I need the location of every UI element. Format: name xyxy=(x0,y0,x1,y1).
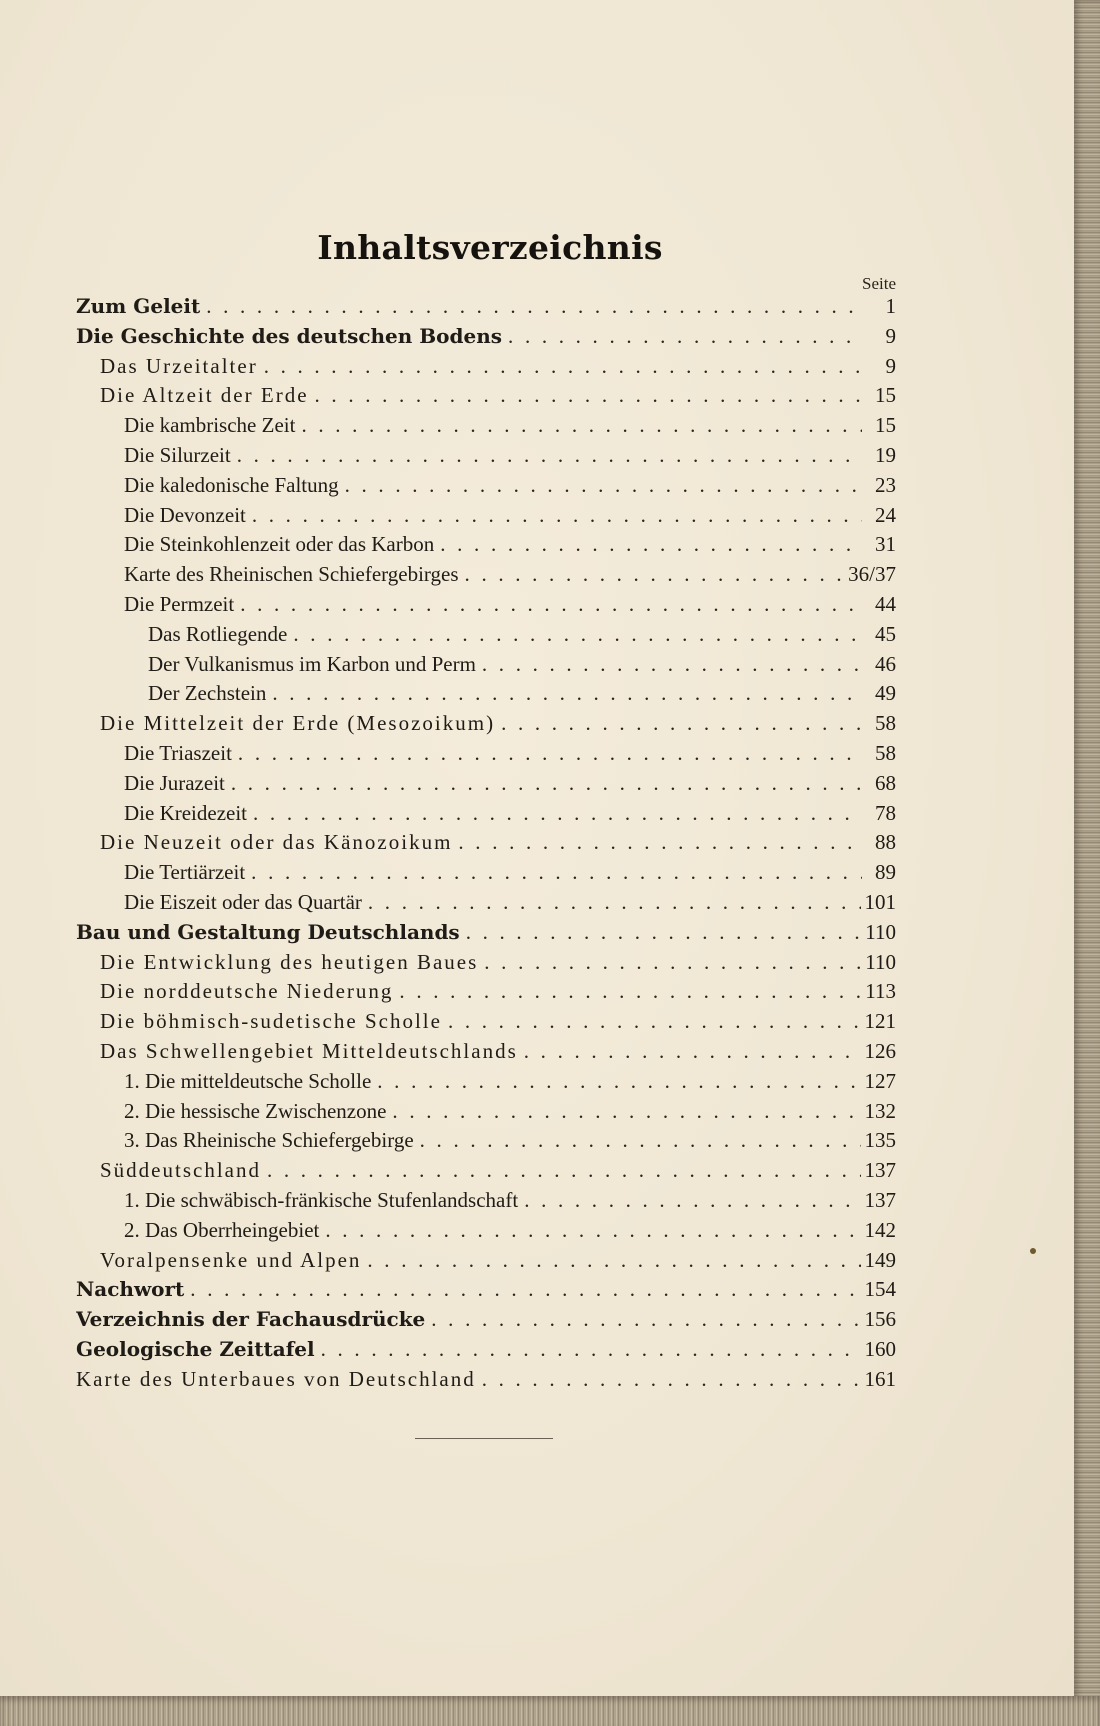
dot-leader xyxy=(237,441,862,471)
toc-entry-label: Karte des Rheinischen Schiefergebirges xyxy=(124,562,459,587)
toc-entry-label: Voralpensenke und Alpen xyxy=(100,1247,362,1272)
toc-entry-page: 127 xyxy=(864,1068,896,1093)
toc-entry-label: Geologische Zeittafel xyxy=(76,1336,315,1361)
toc-entry xyxy=(76,1275,896,1305)
paper-speck xyxy=(1030,1248,1036,1254)
toc-entry xyxy=(76,1067,896,1097)
toc-entry-label: Karte des Unterbaues von Deutschland xyxy=(76,1366,476,1391)
toc-entry-label: Die Neuzeit oder das Känozoikum xyxy=(100,830,453,855)
dot-leader xyxy=(482,650,862,680)
toc-entry xyxy=(76,1246,896,1276)
toc-entry xyxy=(76,739,896,769)
toc-entry xyxy=(76,1365,896,1395)
dot-leader xyxy=(399,977,861,1007)
toc-entry-page: 58 xyxy=(875,711,896,736)
toc-entry xyxy=(76,1186,896,1216)
toc-entry-label: Zum Geleit xyxy=(76,294,201,318)
toc-entry-label: Bau und Gestaltung Deutschlands xyxy=(76,919,460,944)
dot-leader xyxy=(368,888,861,918)
toc-entry-page: 137 xyxy=(864,1158,896,1183)
dot-leader xyxy=(240,590,862,620)
toc-entry-page: 89 xyxy=(875,860,896,885)
dot-leader xyxy=(466,918,862,948)
toc-entry xyxy=(76,381,896,411)
toc-entry-page: 15 xyxy=(875,413,896,438)
toc-entry xyxy=(76,1335,896,1365)
page-title: Inhaltsverzeichnis xyxy=(317,228,663,267)
page-column-header: Seite xyxy=(862,274,896,293)
toc-entry-label: Die Silurzeit xyxy=(124,442,231,467)
toc-entry-page: 110 xyxy=(865,949,896,974)
toc-entry-label: Die kaledonische Faltung xyxy=(124,472,339,497)
toc-entry xyxy=(76,1097,896,1127)
toc-entry-label: Die Tertiärzeit xyxy=(124,860,246,885)
dot-leader xyxy=(231,769,862,799)
toc-entry-label: Die Geschichte des deutschen Bodens xyxy=(76,323,503,348)
dot-leader xyxy=(448,1007,861,1037)
toc-entry xyxy=(76,1305,896,1335)
toc-entry-label: 1. Die schwäbisch-fränkische Stufenlandschaft xyxy=(124,1187,519,1212)
toc-entry xyxy=(76,679,896,709)
toc-entry-label: Der Zechstein xyxy=(148,681,267,706)
toc-entry-page: 149 xyxy=(864,1247,896,1272)
toc-entry xyxy=(76,977,896,1007)
dot-leader xyxy=(190,1275,860,1305)
dot-leader xyxy=(440,530,862,560)
toc-entry xyxy=(76,471,896,501)
toc-entry-page: 137 xyxy=(864,1187,896,1212)
book-bottom-edge xyxy=(0,1696,1100,1726)
dot-leader xyxy=(484,948,861,978)
toc-entry xyxy=(76,1126,896,1156)
toc-entry-label: Die Entwicklung des heutigen Baues xyxy=(100,949,479,974)
toc-entry-page: 19 xyxy=(875,442,896,467)
dot-leader xyxy=(458,828,862,858)
toc-entry-label: Die Kreidezeit xyxy=(124,800,248,825)
toc-entry xyxy=(76,322,896,352)
toc-entry xyxy=(76,918,896,948)
toc-entry-label: Die Altzeit der Erde xyxy=(100,383,309,408)
dot-leader xyxy=(501,709,862,739)
toc-entry xyxy=(76,292,896,322)
toc-entry-label: Die norddeutsche Niederung xyxy=(100,979,394,1004)
toc-entry-label: Das Rotliegende xyxy=(148,621,288,646)
toc-entry xyxy=(76,1156,896,1186)
toc-entry-page: 78 xyxy=(875,800,896,825)
toc-entry xyxy=(76,1037,896,1067)
toc-entry-label: Das Urzeitalter xyxy=(100,353,258,378)
toc-entry xyxy=(76,501,896,531)
dot-leader xyxy=(524,1037,861,1067)
toc-entry-label: Die Steinkohlenzeit oder das Karbon xyxy=(124,532,435,557)
toc-entry-label: Der Vulkanismus im Karbon und Perm xyxy=(148,651,476,676)
toc-entry-page: 132 xyxy=(864,1098,896,1123)
toc-entry-page: 44 xyxy=(875,591,896,616)
toc-entry-label: 2. Das Oberrheingebiet xyxy=(124,1217,320,1242)
dot-leader xyxy=(392,1097,860,1127)
toc-entry-label: Verzeichnis der Fachausdrücke xyxy=(76,1307,426,1332)
toc-entry-page: 24 xyxy=(875,502,896,527)
dot-leader xyxy=(482,1365,861,1395)
dot-leader xyxy=(367,1246,860,1276)
toc-entry xyxy=(76,590,896,620)
toc-entry xyxy=(76,620,896,650)
toc-entry xyxy=(76,352,896,382)
toc-entry-label: Die Eiszeit oder das Quartär xyxy=(124,889,362,914)
toc-entry-label: Die Permzeit xyxy=(124,591,235,616)
toc-entry xyxy=(76,411,896,441)
toc-entry-page: 68 xyxy=(875,770,896,795)
toc-entry-page: 23 xyxy=(875,472,896,497)
toc-entry-label: Die Jurazeit xyxy=(124,770,225,795)
toc-entry-page: 58 xyxy=(875,740,896,765)
dot-leader xyxy=(238,739,862,769)
dot-leader xyxy=(325,1216,860,1246)
toc-entry-page: 160 xyxy=(864,1336,896,1361)
book-binding-edge xyxy=(1074,0,1100,1726)
closing-rule xyxy=(415,1438,553,1439)
toc-entry-label: Süddeutschland xyxy=(100,1158,261,1183)
toc-entry xyxy=(76,441,896,471)
dot-leader xyxy=(252,501,862,531)
toc-entry-page: 161 xyxy=(864,1366,896,1391)
dot-leader xyxy=(465,560,845,590)
toc-entry-page: 135 xyxy=(864,1128,896,1153)
dot-leader xyxy=(377,1067,860,1097)
toc-entry xyxy=(76,799,896,829)
dot-leader xyxy=(524,1186,860,1216)
toc-entry-label: Die böhmisch-sudetische Scholle xyxy=(100,1009,442,1034)
toc-entry-label: Die Devonzeit xyxy=(124,502,246,527)
toc-entry-label: 1. Die mitteldeutsche Scholle xyxy=(124,1068,372,1093)
toc-entry xyxy=(76,1216,896,1246)
dot-leader xyxy=(321,1335,861,1365)
toc-entry xyxy=(76,888,896,918)
toc-entry-page: 45 xyxy=(875,621,896,646)
toc-entry-page: 142 xyxy=(864,1217,896,1242)
toc-entry-label: Das Schwellengebiet Mitteldeutschlands xyxy=(100,1038,518,1063)
dot-leader xyxy=(315,381,862,411)
toc-entry xyxy=(76,858,896,888)
toc-entry-label: Nachwort xyxy=(76,1277,185,1302)
toc-entry-page: 113 xyxy=(865,979,896,1004)
toc-entry-page: 9 xyxy=(885,353,896,378)
dot-leader xyxy=(293,620,862,650)
toc-entry xyxy=(76,769,896,799)
toc-entry-label: 2. Die hessische Zwischenzone xyxy=(124,1098,387,1123)
toc-entry-page: 46 xyxy=(875,651,896,676)
toc-entry xyxy=(76,530,896,560)
toc-entry xyxy=(76,948,896,978)
toc-entry xyxy=(76,1007,896,1037)
dot-leader xyxy=(251,858,862,888)
toc-entry-label: Die Triaszeit xyxy=(124,740,232,765)
dot-leader xyxy=(264,352,862,382)
toc-entry xyxy=(76,560,896,590)
toc-entry-page: 31 xyxy=(875,532,896,557)
toc-entry-page: 110 xyxy=(865,919,896,944)
toc-entry-page: 101 xyxy=(864,889,896,914)
dot-leader xyxy=(301,411,862,441)
toc-entry-page: 1 xyxy=(885,294,896,318)
toc-entry-label: Die Mittelzeit der Erde (Mesozoikum) xyxy=(100,711,496,736)
toc-entry-page: 88 xyxy=(875,830,896,855)
dot-leader xyxy=(508,322,862,352)
dot-leader xyxy=(267,1156,861,1186)
toc-entry-page: 9 xyxy=(885,323,896,348)
dot-leader xyxy=(206,292,862,322)
toc-entry-page: 15 xyxy=(875,383,896,408)
toc-entry-page: 126 xyxy=(864,1038,896,1063)
toc-entry-page: 156 xyxy=(864,1307,896,1332)
toc-entry-page: 121 xyxy=(864,1009,896,1034)
toc-entry-label: 3. Das Rheinische Schiefergebirge xyxy=(124,1128,414,1153)
toc-entry-label: Die kambrische Zeit xyxy=(124,413,296,438)
dot-leader xyxy=(345,471,862,501)
toc-entry-page: 36/37 xyxy=(848,562,896,587)
table-of-contents xyxy=(76,292,896,1394)
dot-leader xyxy=(253,799,862,829)
toc-entry xyxy=(76,828,896,858)
toc-entry-page: 154 xyxy=(864,1277,896,1302)
toc-entry xyxy=(76,709,896,739)
dot-leader xyxy=(431,1305,860,1335)
dot-leader xyxy=(272,679,862,709)
toc-entry xyxy=(76,650,896,680)
dot-leader xyxy=(420,1126,861,1156)
toc-entry-page: 49 xyxy=(875,681,896,706)
